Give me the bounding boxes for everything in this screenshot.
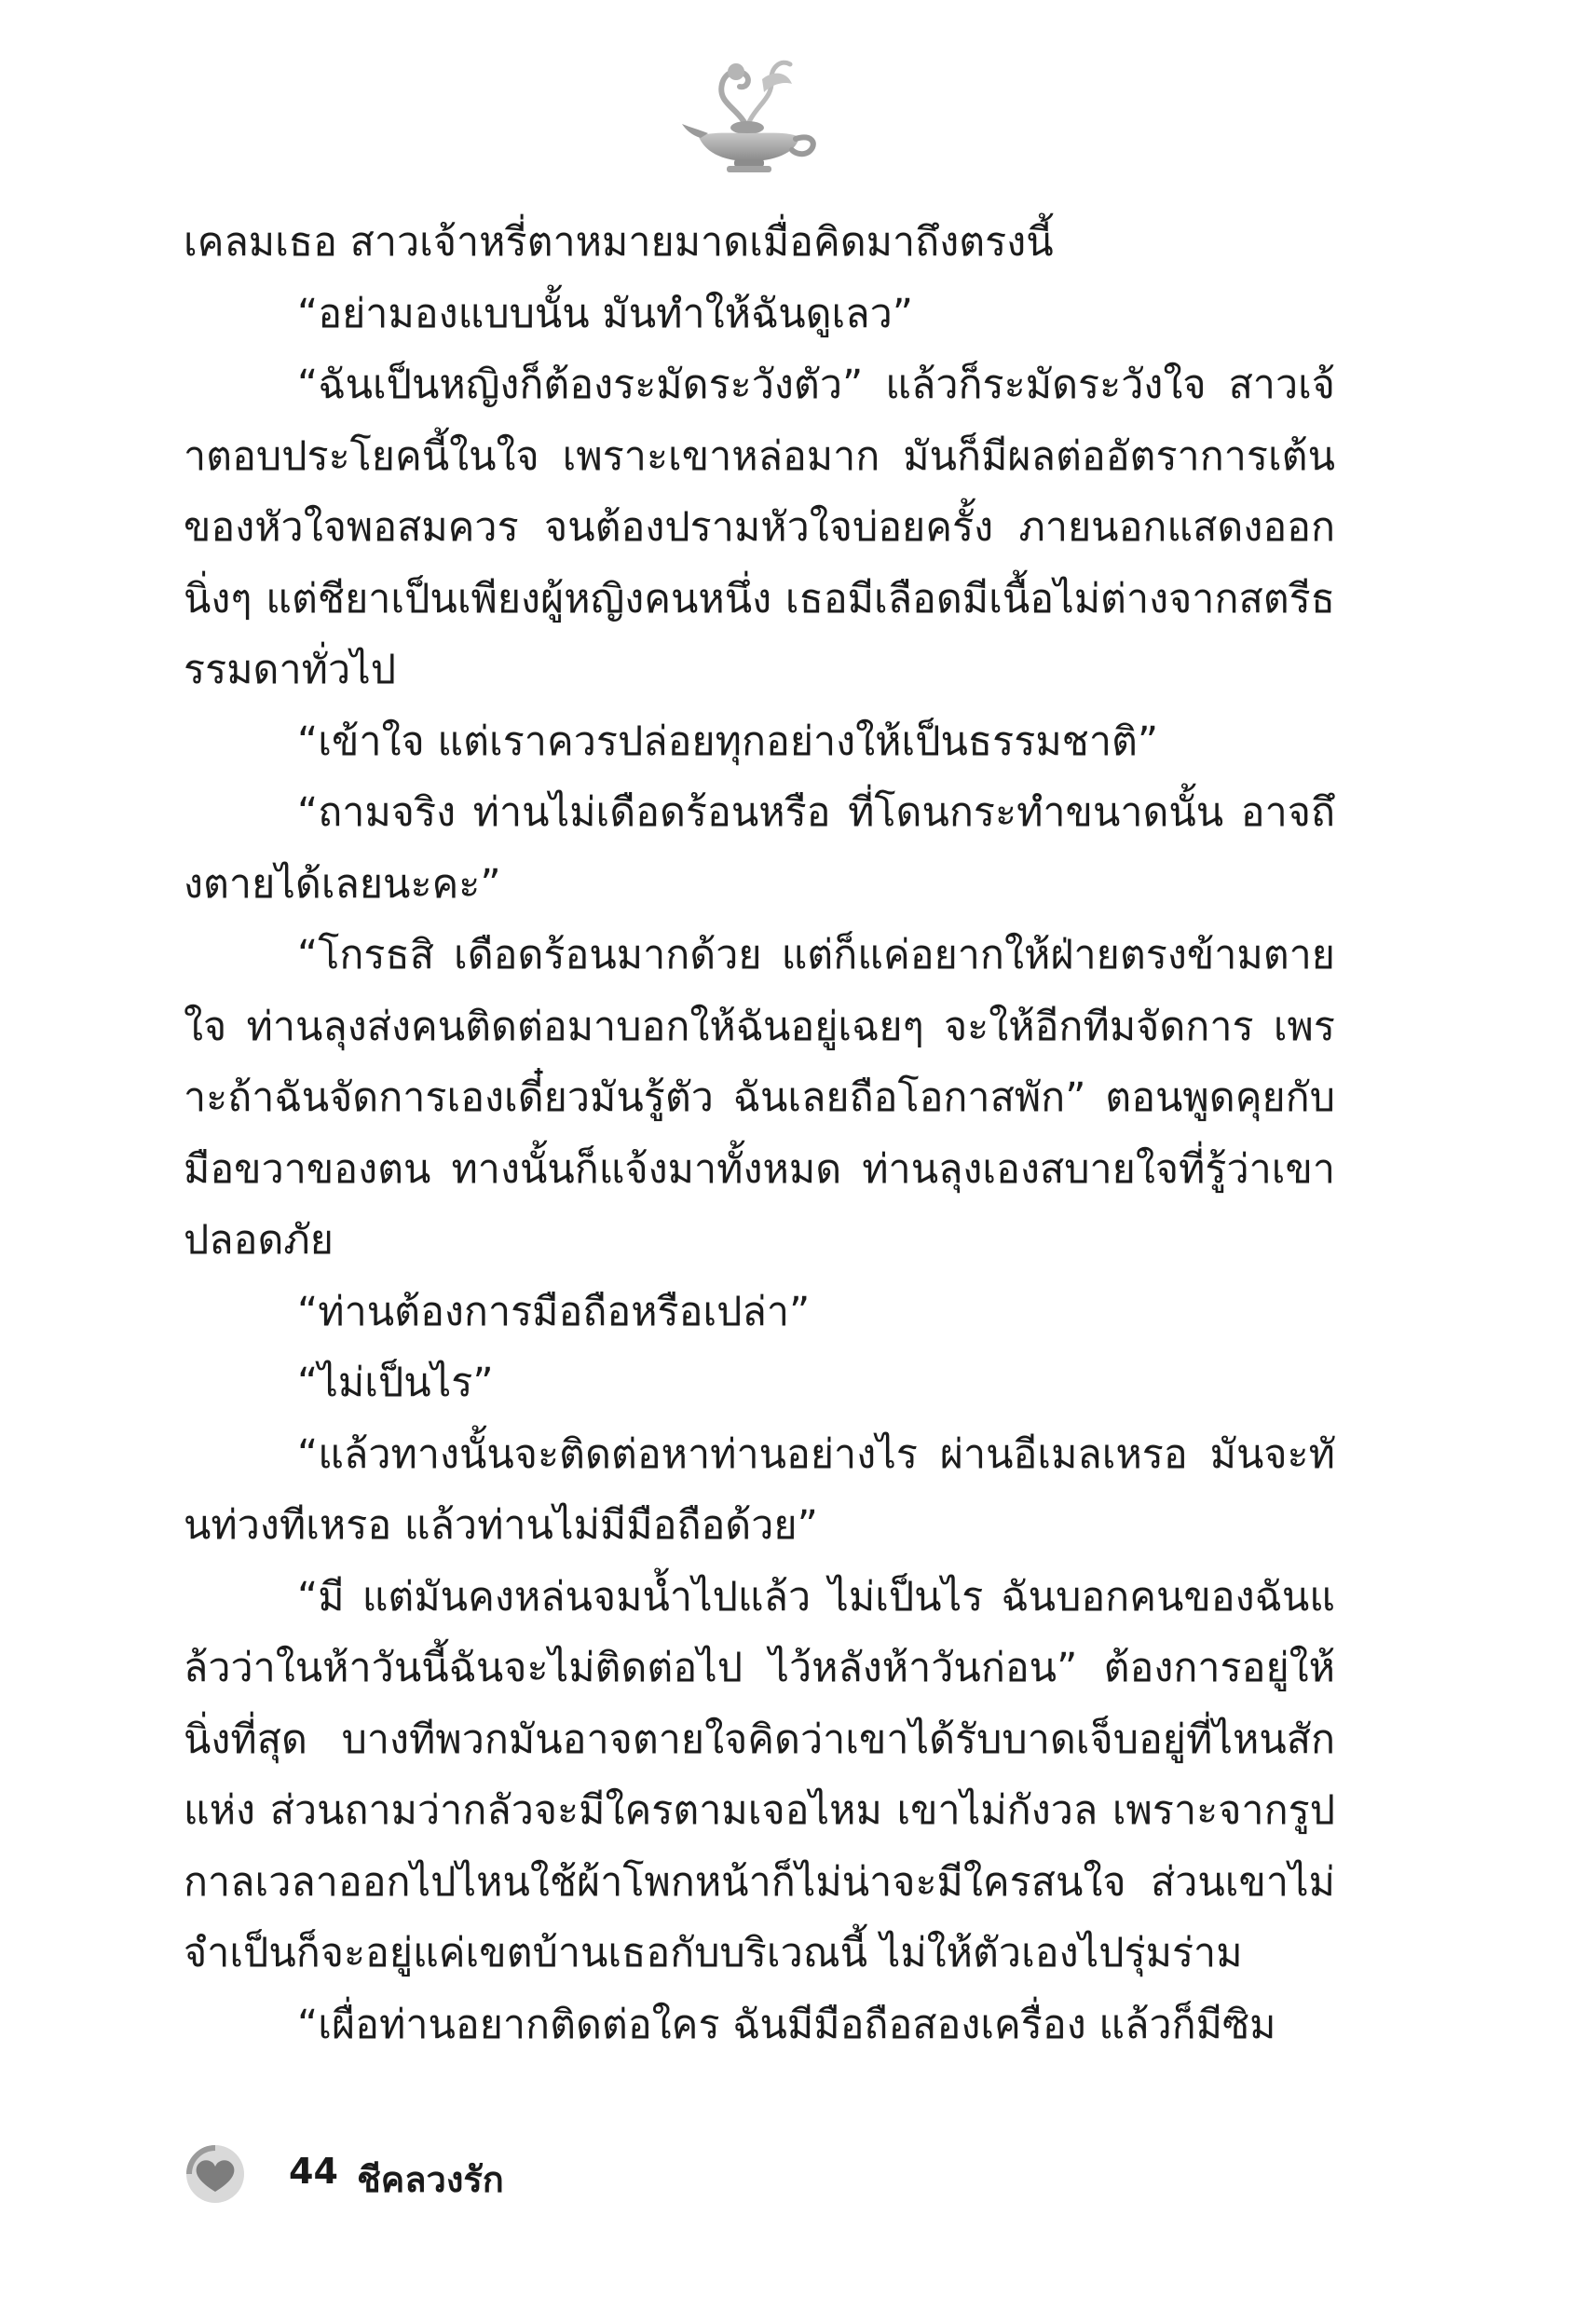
- book-title: ชีคลวงรัก: [357, 2159, 504, 2200]
- page-footer: [182, 2143, 834, 2208]
- paragraph: “มี แต่มันคงหล่นจมน้ำไปแล้ว ไม่เป็นไร ฉันบอกคนของฉันแล้วว่าในห้าวันนี้ฉันจะไม่ติดต่อไป ไว้หลังห้าวันก่อน” ต้องการอยู่ให้นิ่งที่สุด บางทีพวกมันอาจตายใจคิดว่าเขาได้รับบาดเจ็บอยู่ที่ไหนสักแห่ง ส่วนถามว่ากลัวจะมีใครตามเจอไหม เขาไม่กังวล เพราะจากรูปกาลเวลาออกไปไหนใช้ผ้าโพกหน้าก็ไม่น่าจะมีใครสนใจ ส่วนเขาไม่จำเป็นก็จะอยู่แค่เขตบ้านเธอกับบริเวณนี้ ไม่ให้ตัวเองไปรุ่มร่าม: [184, 1573, 1335, 1976]
- heart-icon: [182, 2143, 249, 2205]
- page-number: 44: [289, 2151, 338, 2192]
- paragraph: “ไม่เป็นไร”: [297, 1360, 494, 1406]
- paragraph: “เผื่อท่านอยากติดต่อใคร ฉันมีมือถือสองเครื่อง แล้วก็มีซิม: [297, 2001, 1276, 2048]
- paragraph: เคลมเธอ สาวเจ้าหรี่ตาหมายมาดเมื่อคิดมาถึงตรงนี้: [184, 219, 1054, 266]
- genie-lamp-icon: [680, 51, 820, 177]
- paragraph: “โกรธสิ เดือดร้อนมากด้วย แต่ก็แค่อยากให้ฝ่ายตรงข้ามตายใจ ท่านลุงส่งคนติดต่อมาบอกให้ฉันอยู่เฉยๆ จะให้อีกทีมจัดการ เพราะถ้าฉันจัดการเองเดี๋ยวมันรู้ตัว ฉันเลยถือโอกาสพัก” ตอนพูดคุยกับมือขวาของตน ทางนั้นก็แจ้งมาทั้งหมด ท่านลุงเองสบายใจที่รู้ว่าเขาปลอดภัย: [184, 932, 1335, 1264]
- paragraph: “เข้าใจ แต่เราควรปล่อยทุกอย่างให้เป็นธรรมชาติ”: [297, 718, 1159, 765]
- paragraph: “ฉันเป็นหญิงก็ต้องระมัดระวังตัว” แล้วก็ระมัดระวังใจ สาวเจ้าตอบประโยคนี้ในใจ เพราะเขาหล่อมาก มันก็มีผลต่ออัตราการเต้นของหัวใจพอสมควร จนต้องปรามหัวใจบ่อยครั้ง ภายนอกแสดงออกนิ่งๆ แต่ชียาเป็นเพียงผู้หญิงคนหนึ่ง เธอมีเลือดมีเนื้อไม่ต่างจากสตรีธรรมดาทั่วไป: [184, 362, 1335, 693]
- body-text: [184, 207, 1335, 2060]
- paragraph: “ท่านต้องการมือถือหรือเปล่า”: [297, 1288, 811, 1335]
- paragraph: “อย่ามองแบบนั้น มันทำให้ฉันดูเลว”: [297, 290, 914, 337]
- paragraph: “แล้วทางนั้นจะติดต่อหาท่านอย่างไร ผ่านอีเมลเหรอ มันจะทันท่วงทีเหรอ แล้วท่านไม่มีมือถือด้วย”: [184, 1430, 1335, 1549]
- paragraph: “ถามจริง ท่านไม่เดือดร้อนหรือ ที่โดนกระทำขนาดนั้น อาจถึงตายได้เลยนะคะ”: [184, 789, 1335, 908]
